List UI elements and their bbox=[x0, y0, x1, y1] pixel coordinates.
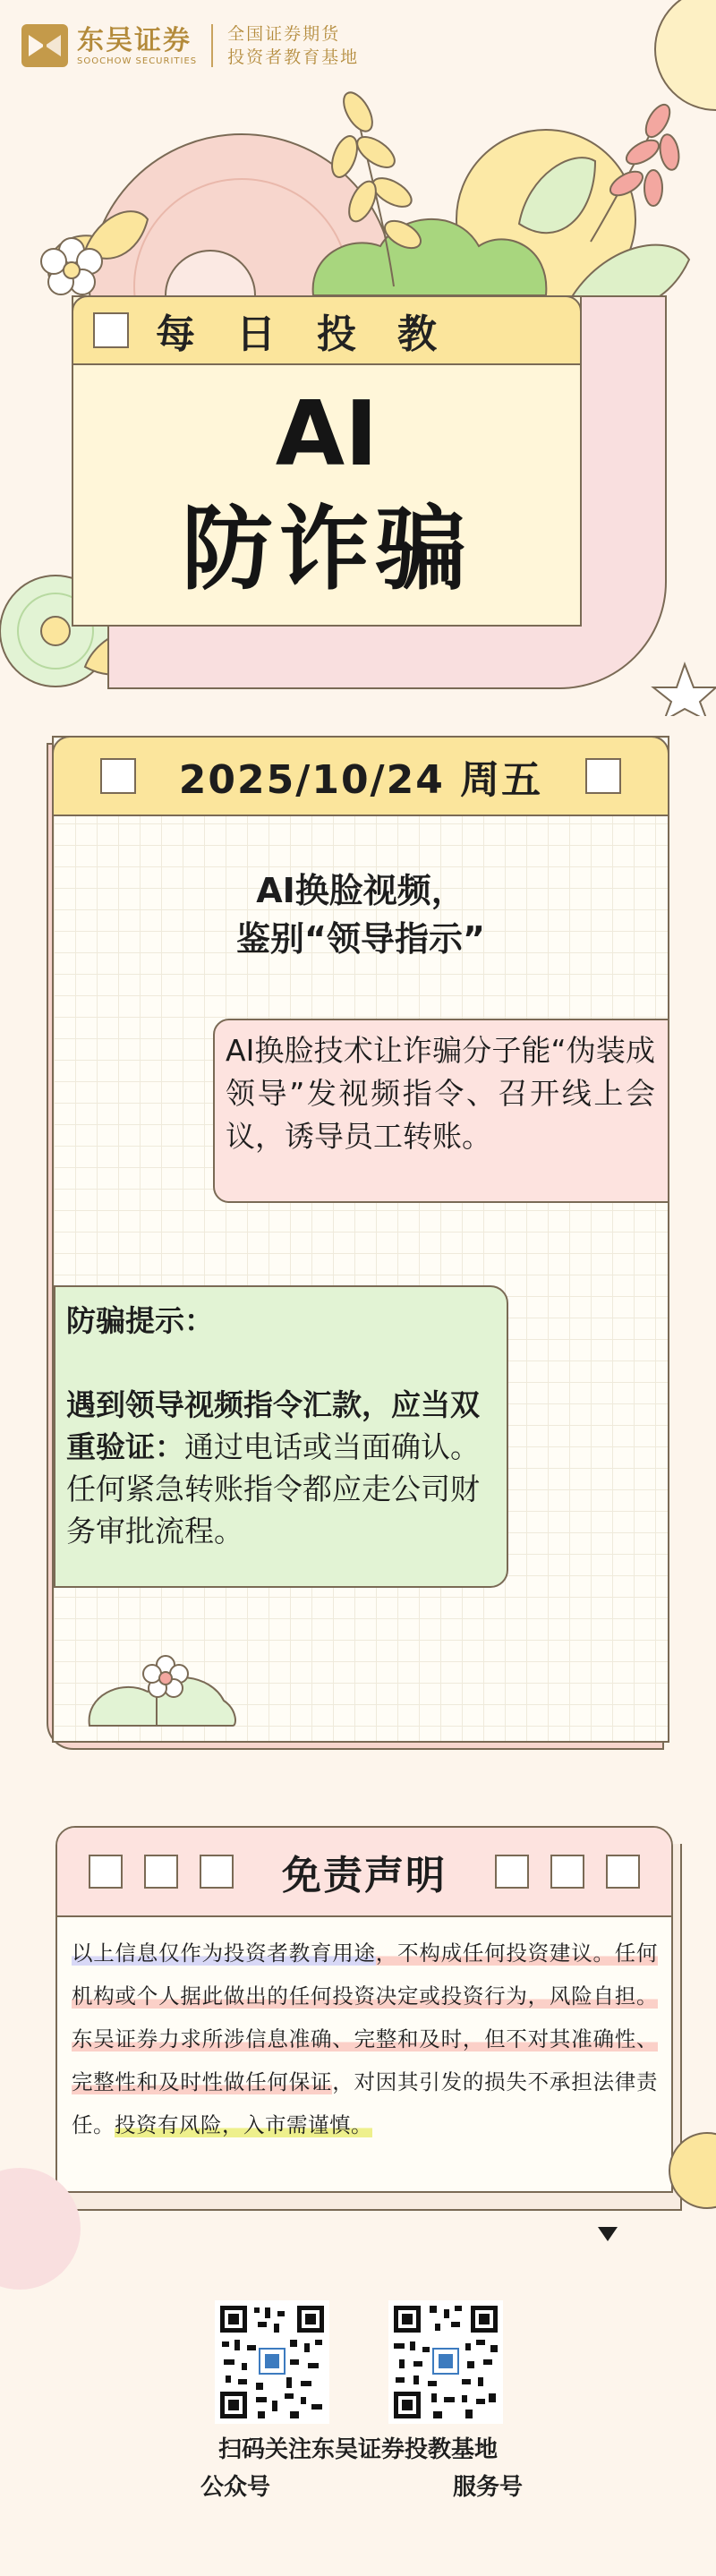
checkbox-decoration bbox=[200, 1855, 234, 1889]
qr-code-icon[interactable] bbox=[215, 2300, 329, 2424]
brand-name: 东吴证券 bbox=[77, 24, 192, 56]
checkbox-decoration bbox=[495, 1855, 529, 1889]
bush-decoration bbox=[81, 1647, 242, 1727]
disclaimer-part4: 投资有风险，入市需谨慎。 bbox=[115, 2112, 372, 2137]
disclaimer-part3: ，对因其引发的损失不承担法律责任。 bbox=[72, 2069, 659, 2137]
tip-heading: 防骗提示： bbox=[66, 1303, 214, 1338]
checkbox-decoration bbox=[144, 1855, 178, 1889]
checkbox-decoration bbox=[100, 758, 136, 794]
slogan-line2: 投资者教育基地 bbox=[227, 47, 360, 67]
tip-rest: 通过电话或当面确认。任何紧急转账指令都应走公司财务审批流程。 bbox=[66, 1429, 480, 1548]
disclaimer-part2: ，不构成任何投资建议。任何机构或个人据此做出的任何投资决定或投资行为，风险自担。东吴证券力求所涉信息准确、完整和及时，但不对其准确性、完整性和及时性做任何保证 bbox=[72, 1941, 659, 2094]
disclaimer-text bbox=[72, 1932, 658, 2146]
qr-labels bbox=[200, 2469, 523, 2502]
disclaimer-title-bar bbox=[57, 1828, 671, 1917]
topic-line1: AI换脸视频， bbox=[256, 871, 465, 910]
cover-title-ai: AI bbox=[275, 381, 379, 486]
flower-icon bbox=[143, 1656, 188, 1697]
qr-caption: 扫码关注东吴证券投教基地 bbox=[217, 2436, 498, 2463]
footer-decoration bbox=[0, 2130, 716, 2291]
disclaimer-part1: 以上信息仅作为投资者教育用途 bbox=[72, 1941, 376, 1966]
arrow-down-icon bbox=[598, 2227, 618, 2241]
checkbox-decoration bbox=[89, 1855, 123, 1889]
description-bubble: AI换脸技术让诈骗分子能“伪装成领导”发视频指令、召开线上会议，诱导员工转账。 bbox=[213, 1019, 669, 1203]
lesson-topic bbox=[52, 866, 669, 963]
lesson-date: 2025/10/24 周五 bbox=[178, 757, 543, 803]
disclaimer-title: 免责声明 bbox=[282, 1853, 447, 1898]
star-icon bbox=[653, 664, 716, 716]
cover-title-main: 防诈骗 bbox=[182, 497, 472, 603]
tip-bold: 遇到领导视频指令汇款，应当双重验证： bbox=[66, 1387, 480, 1464]
qr-code-icon[interactable] bbox=[388, 2300, 503, 2424]
tip-body bbox=[66, 1384, 494, 1552]
topic-line2: 鉴别“领导指示” bbox=[236, 919, 485, 959]
qr-label-official-account: 公众号 bbox=[200, 2474, 271, 2501]
cover-tag: 每日投教 bbox=[156, 311, 478, 357]
slogan-line1: 全国证券期货 bbox=[227, 24, 341, 44]
qr-label-service-account: 服务号 bbox=[452, 2474, 523, 2501]
checkbox-decoration bbox=[606, 1855, 640, 1889]
brand-english: SOOCHOW SECURITIES bbox=[77, 55, 198, 66]
checkbox-decoration bbox=[585, 758, 621, 794]
checkbox-decoration bbox=[93, 312, 129, 348]
cover-title-bar bbox=[72, 295, 582, 365]
tip-bubble bbox=[54, 1285, 508, 1588]
checkbox-decoration bbox=[550, 1855, 584, 1889]
date-bar bbox=[52, 736, 669, 816]
